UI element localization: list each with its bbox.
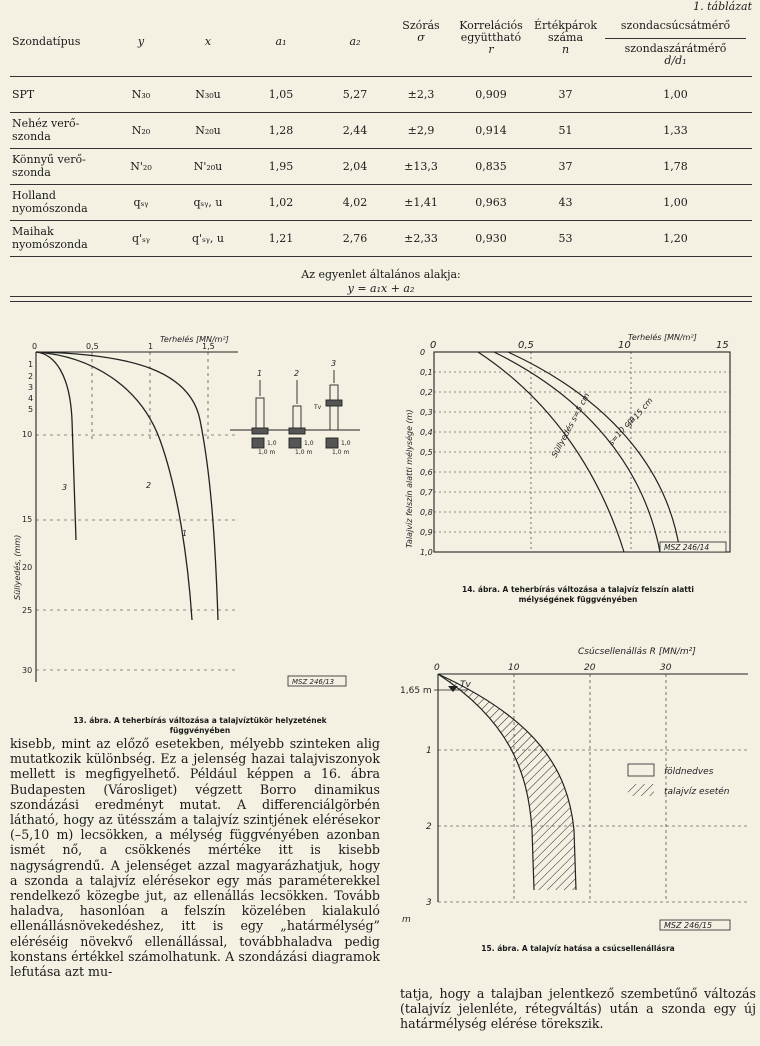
ertekparok-label: Értékpárok <box>534 19 598 32</box>
fig14-xlabel: Terhelés [MN/m²] <box>628 333 697 342</box>
cell-atmero: 1,20 <box>599 220 752 256</box>
fig13-ytick: 10 <box>22 430 33 439</box>
table-row <box>10 112 752 148</box>
col-header-a1: a₁ <box>275 35 287 48</box>
fig13-ytick: 15 <box>22 515 33 524</box>
korrelacio-symbol: r <box>488 43 494 56</box>
row-name-line: SPT <box>12 87 35 101</box>
col-header-szoras <box>392 10 450 76</box>
fig14-stamp: MSZ 246/14 <box>664 543 710 552</box>
fig13-ytick: 5 <box>28 405 34 414</box>
cell-a2: 2,76 <box>318 220 392 256</box>
fig13-inset-label-3: 3 <box>331 359 337 368</box>
cell-y: N₃₀ <box>110 76 172 112</box>
fig13-inset-dim: 1,0 <box>341 440 351 447</box>
fig13-curve-label-1: 1 <box>182 529 188 538</box>
cell-x: N₃₀u <box>172 76 244 112</box>
fig13-ytick: 30 <box>22 666 33 675</box>
ertekparok-symbol: n <box>561 43 570 56</box>
data-table <box>10 10 752 257</box>
fig15-xlabel: Csúcsellenállás R [MN/m²] <box>578 647 696 657</box>
fig13-ytick: 4 <box>28 394 34 403</box>
fig14-curve-label-s5: Süllyedés s=5 cm <box>549 391 592 459</box>
cell-a2: 5,27 <box>318 76 392 112</box>
fig14-ytick: 0,4 <box>420 428 433 437</box>
fig14-caption-line2: mélységének függvényében <box>518 595 638 604</box>
fig15-ytick: 3 <box>426 898 432 908</box>
row-name-line: szonda <box>12 130 51 143</box>
fig13-stamp: MSZ 246/13 <box>292 678 335 686</box>
cell-szoras: ±2,33 <box>392 220 450 256</box>
fig15-ylabel-m: m <box>402 915 411 925</box>
korrelacio-label: Korrelációs <box>459 19 523 32</box>
fig14-xtick: 0,5 <box>518 340 534 351</box>
atmero-top: szondacsúcsátmérő <box>605 20 746 39</box>
col-header-korrelacio <box>450 10 532 76</box>
fig15-xtick: 20 <box>584 663 596 673</box>
row-name-line: Nehéz verő- <box>12 117 80 130</box>
cell-szondatipus <box>10 220 110 256</box>
fig14-ytick: 0,8 <box>420 508 433 517</box>
col-header-a2: a₂ <box>349 35 361 48</box>
cell-a2: 2,44 <box>318 112 392 148</box>
cell-ertekparok: 51 <box>532 112 599 148</box>
cell-szondatipus <box>10 184 110 220</box>
fig14-xtick: 15 <box>716 340 729 351</box>
fig14-ylabel: Talajvíz felszín alatti mélysége (m) <box>405 409 414 548</box>
cell-szoras: ±2,9 <box>392 112 450 148</box>
fig13-xtick: 1,5 <box>202 342 215 351</box>
cell-szoras: ±1,41 <box>392 184 450 220</box>
fig14-ytick: 1,0 <box>420 548 433 557</box>
fig15-legend-box-1 <box>628 764 654 776</box>
col-header-ertekparok <box>532 10 599 76</box>
fig14-curve-label-s10: s=10 cm <box>606 414 637 448</box>
cell-korrelacio: 0,930 <box>450 220 532 256</box>
fig13-ytick: 20 <box>22 563 33 572</box>
formula-line2: y = a₁x + a₂ <box>347 282 415 295</box>
fig13-caption-line2: függvényében <box>169 726 231 735</box>
fig13-curve-label-2: 2 <box>146 481 152 490</box>
fig13-inset-label-2: 2 <box>294 369 300 378</box>
fig15-gw-label: Tv <box>460 680 471 690</box>
body-text-left: kisebb, mint az előző esetekben, mélyebb szinteken alig mutatkozik különbség. Ez a jelenség hazai talajviszonyok mellett is megfigyelhető. Például képpen a 16. ábra Budapesten (Városliget) végzett Borro dinamikus szondázási eredményt mutat. A differenciálgörbén látható, hogy az ütésszám a talajvíz szintjének elérésekor (–5,10 m) lecsökken, a mélység függvényében azonban ismét nő, a csökkenés mértéke itt is kisebb nagyságrendű. A jelenséget azzal magyarázhatjuk, hogy a szonda a talajvíz elérésekor egy más paraméterekkel rendelkező közegbe jut, az ellenállás lecsökken. Tovább haladva, hasonlóan a felszín közelében kialakuló ellenállásnövekedéshez, itt is egy „határmélység” eléréséig növekvő ellenállással, továbbhaladva pedig konstans értékkel számolhatunk. A szondázási diagramok lefutása azt mu- <box>10 736 380 980</box>
fig14-curve-label-s15: s=15 cm <box>624 396 655 430</box>
figure-13 <box>10 330 390 700</box>
formula-line1: Az egyenlet általános alakja: <box>301 268 461 281</box>
fig15-ytick: 1 <box>426 746 432 756</box>
fig14-caption-line1: 14. ábra. A teherbírás változása a talajvíz felszín alatti <box>461 585 695 594</box>
col-header-y: y <box>137 35 145 48</box>
cell-szondatipus <box>10 112 110 148</box>
fig13-inset-tv: Tv <box>314 404 322 411</box>
cell-szondatipus <box>10 76 110 112</box>
fig14-ytick: 0,9 <box>420 528 433 537</box>
fig15-xtick: 10 <box>508 663 520 673</box>
fig13-inset-dim2: 1,0 m <box>295 449 313 456</box>
cell-atmero: 1,33 <box>599 112 752 148</box>
row-name-line: nyomószonda <box>12 202 88 215</box>
cell-a2: 2,04 <box>318 148 392 184</box>
fig14-ytick: 0,1 <box>420 368 433 377</box>
cell-atmero: 1,00 <box>599 184 752 220</box>
row-name-line: Holland <box>12 189 56 202</box>
ertekparok-label2: száma <box>548 31 584 44</box>
fig13-xtick: 0,5 <box>86 342 99 351</box>
fig13-caption <box>10 716 390 736</box>
szoras-label: Szórás <box>402 19 440 32</box>
figure-14 <box>398 318 758 578</box>
fig15-gw-depth: 1,65 m <box>400 686 432 696</box>
fig13-ytick: 2 <box>28 372 34 381</box>
cell-ertekparok: 37 <box>532 148 599 184</box>
table-row <box>10 184 752 220</box>
row-name-line: szonda <box>12 166 51 179</box>
cell-korrelacio: 0,963 <box>450 184 532 220</box>
szoras-symbol: σ <box>417 31 425 44</box>
fig14-ytick: 0,2 <box>420 388 433 397</box>
row-name-line: Könnyű verő- <box>12 153 86 166</box>
fig15-ytick: 2 <box>426 822 432 832</box>
cell-a1: 1,21 <box>244 220 318 256</box>
fig15-caption: 15. ábra. A talajvíz hatása a csúcsellenállásra <box>481 944 675 953</box>
fig14-ytick: 0,7 <box>420 488 433 497</box>
cell-y: q'ₛᵧ <box>110 220 172 256</box>
fig14-xtick: 0 <box>430 340 437 351</box>
cell-a1: 1,02 <box>244 184 318 220</box>
cell-szondatipus <box>10 148 110 184</box>
table-number: 1. táblázat <box>693 0 752 13</box>
cell-szoras: ±2,3 <box>392 76 450 112</box>
fig13-xlabel: Terhelés [MN/m²] <box>160 335 229 344</box>
col-header-atmero <box>599 10 752 76</box>
fig15-gw-marker-icon <box>448 686 458 692</box>
row-name-line: Maihak <box>12 225 54 238</box>
fig13-curve-3 <box>36 352 76 540</box>
fig15-hatched-region <box>438 674 576 890</box>
fig13-ytick: 1 <box>28 360 34 369</box>
korrelacio-label2: együttható <box>460 31 522 44</box>
fig15-xtick: 30 <box>660 663 672 673</box>
fig13-inset-label-1: 1 <box>257 369 263 378</box>
col-header-x: x <box>204 35 212 48</box>
fig13-inset <box>230 370 360 448</box>
formula <box>10 268 752 296</box>
fig13-ytick: 3 <box>28 383 34 392</box>
cell-korrelacio: 0,909 <box>450 76 532 112</box>
fig14-ytick: 0,6 <box>420 468 433 477</box>
fig14-caption <box>400 585 756 605</box>
cell-a1: 1,28 <box>244 112 318 148</box>
cell-korrelacio: 0,914 <box>450 112 532 148</box>
fig15-legend-2: talajvíz esetén <box>664 787 730 797</box>
col-header-szondatipus: Szondatípus <box>12 35 81 48</box>
fig13-curve-label-3: 3 <box>62 483 68 492</box>
fig13-xtick: 0 <box>32 342 38 351</box>
cell-atmero: 1,78 <box>599 148 752 184</box>
fig13-ytick: 25 <box>22 606 33 615</box>
cell-a1: 1,05 <box>244 76 318 112</box>
cell-x: qₛᵧ, u <box>172 184 244 220</box>
cell-x: q'ₛᵧ, u <box>172 220 244 256</box>
figure-15 <box>398 640 758 940</box>
cell-korrelacio: 0,835 <box>450 148 532 184</box>
cell-a2: 4,02 <box>318 184 392 220</box>
cell-a1: 1,95 <box>244 148 318 184</box>
cell-ertekparok: 37 <box>532 76 599 112</box>
fig13-caption-line1: 13. ábra. A teherbírás változása a talajvíztükör helyzetének <box>73 716 327 725</box>
fig15-legend-box-2 <box>628 784 654 796</box>
cell-y: N'₂₀ <box>110 148 172 184</box>
cell-ertekparok: 53 <box>532 220 599 256</box>
table-bottom-rule2 <box>10 301 752 302</box>
fig14-ytick: 0 <box>420 348 426 357</box>
table-row <box>10 220 752 256</box>
fig13-ylabel: Süllyedés, (mm) <box>13 534 22 600</box>
cell-ertekparok: 43 <box>532 184 599 220</box>
atmero-symbol: d/d₁ <box>664 54 687 67</box>
atmero-sub: szondaszárátmérő <box>624 42 727 55</box>
fig13-curve-2 <box>36 352 192 620</box>
fig13-inset-dim: 1,0 <box>304 440 314 447</box>
row-name-line: nyomószonda <box>12 238 88 251</box>
body-text-right: tatja, hogy a talajban jelentkező szembetűnő változás (talajvíz jelenléte, rétegváltás) után a szonda egy új határmélység elérése törekszik. <box>400 986 756 1032</box>
cell-x: N₂₀u <box>172 112 244 148</box>
fig14-xtick: 10 <box>618 340 631 351</box>
table-row <box>10 76 752 112</box>
cell-x: N'₂₀u <box>172 148 244 184</box>
fig14-ytick: 0,3 <box>420 408 433 417</box>
fig13-inset-dim2: 1,0 m <box>332 449 350 456</box>
fig13-inset-dim2: 1,0 m <box>258 449 276 456</box>
cell-y: N₂₀ <box>110 112 172 148</box>
cell-y: qₛᵧ <box>110 184 172 220</box>
fig13-inset-dim: 1,0 <box>267 440 277 447</box>
fig13-xtick: 1 <box>148 342 154 351</box>
cell-szoras: ±13,3 <box>392 148 450 184</box>
table-row <box>10 148 752 184</box>
table-bottom-rule <box>10 296 752 297</box>
fig15-stamp: MSZ 246/15 <box>664 921 713 930</box>
fig14-ytick: 0,5 <box>420 448 433 457</box>
fig15-legend-1: földnedves <box>664 767 714 777</box>
fig15-xtick: 0 <box>434 663 440 673</box>
cell-atmero: 1,00 <box>599 76 752 112</box>
